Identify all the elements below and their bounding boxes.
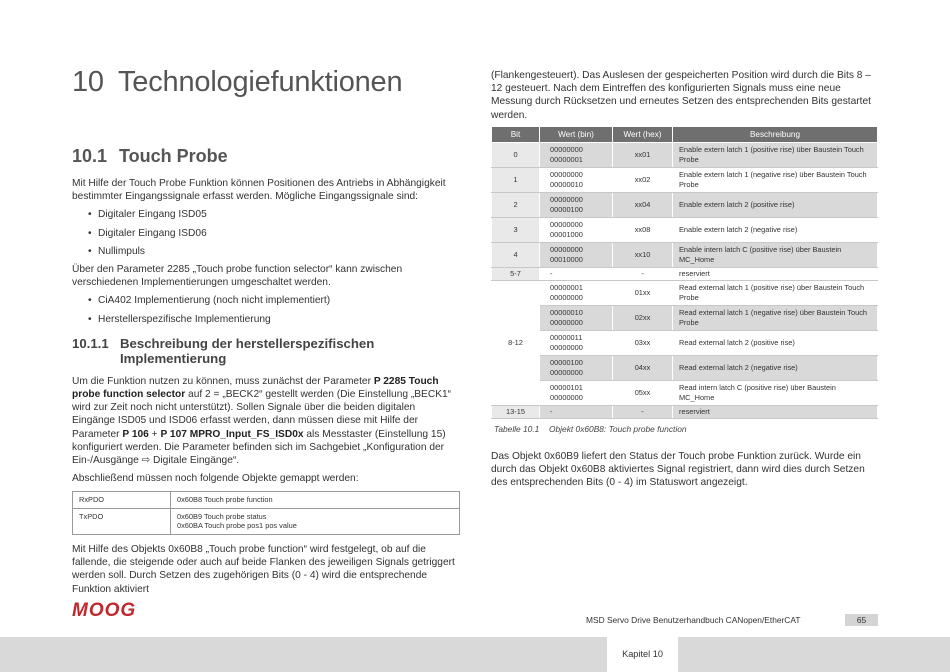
table-row: 8-12 00000001 00000000 01xx Read external latch 1 (positive rise) über Baustein Touch Probe bbox=[492, 280, 878, 305]
table-row bbox=[73, 492, 460, 509]
subsection-title bbox=[72, 336, 460, 366]
parameter-ref: P 106 bbox=[122, 428, 149, 440]
table-row: 00000011 00000000 03xx Read external latch 2 (positive rise) bbox=[492, 330, 878, 355]
section-title-text: Touch Probe bbox=[119, 146, 228, 166]
intro-paragraph: Mit Hilfe der Touch Probe Funktion können Positionen des Antriebs in Abhängigkeit bestimmter Eingangssignale erfasst werden. Mögliche Eingangssignale sind: bbox=[72, 178, 446, 203]
chapter-title-text: Technologiefunktionen bbox=[118, 66, 403, 98]
table-row: 4 00000000 00010000 xx10 Enable intern latch C (positive rise) über Baustein MC_Home bbox=[492, 242, 878, 267]
bit-range-cell: 8-12 bbox=[492, 280, 540, 405]
table-row: 00000101 00000000 05xx Read intern latch C (positive rise) über Baustein MC_Home bbox=[492, 380, 878, 405]
column-header: Wert (bin) bbox=[540, 126, 613, 142]
bullet-icon: • bbox=[88, 295, 92, 307]
document-title: MSD Servo Drive Benutzerhandbuch CANopen/EtherCAT bbox=[586, 615, 801, 625]
list-item: • Digitaler Eingang ISD06 bbox=[88, 227, 207, 239]
pdo-mapping-table bbox=[72, 491, 460, 535]
caption-number: Tabelle 10.1 bbox=[494, 423, 540, 434]
table-row: 1 00000000 00000010 xx02 Enable extern latch 1 (negative rise) über Baustein Touch Probe bbox=[492, 167, 878, 192]
bullet-icon: • bbox=[88, 245, 92, 257]
object-cell: 0x60B9 Touch probe status 0x60BA Touch probe pos1 pos value bbox=[171, 508, 460, 534]
right-column bbox=[491, 69, 878, 494]
bottom-bar bbox=[0, 637, 950, 672]
table-row: 13-15 - - reserviert bbox=[492, 405, 878, 418]
list-item: • CiA402 Implementierung (noch nicht implementiert) bbox=[88, 295, 331, 307]
selector-paragraph: Über den Parameter 2285 „Touch probe function selector“ kann zwischen verschiedenen Implementierungen umgeschaltet werden. bbox=[72, 264, 403, 289]
bullet-icon: • bbox=[88, 209, 92, 221]
list-item: • Herstellerspezifische Implementierung bbox=[88, 313, 271, 325]
configuration-paragraph: Um die Funktion nutzen zu können, muss zunächst der Parameter P 2285 Touch probe function selector auf 2 = „BECK2“ gestellt werden (Die Einstellung „BECK1“ wird zur Zeit noch nicht unterstützt). Sollen Signale über die beiden digitalen Eingänge ISD05 und ISD06 erfasst werden, dann müssen diese mit Hilfe der Parameter P 106 + P 107 MPRO_Input_FS_ISD0x als Messtaster (Einstellung 15) konfiguriert werden. Die Parameter befinden sich im Sachgebiet „Konfiguration der Ein-/Ausgänge ⇨ Digitale Eingänge“. bbox=[72, 375, 452, 467]
moog-logo bbox=[72, 600, 158, 625]
pdo-cell: TxPDO bbox=[73, 508, 171, 534]
chapter-number: 10 bbox=[72, 66, 104, 98]
continuation-paragraph: (Flankengesteuert). Das Auslesen der gespeicherten Position wird durch die Bits 8 – 12 gesteuert. Nach dem Eintreffen des konfigurierten Signals muss eine neue Messung durch Rücksetzen und erneutes Setzen des entsprechenden Bits gestartet werden. bbox=[491, 70, 871, 121]
signal-list bbox=[72, 208, 460, 258]
column-header: Wert (hex) bbox=[613, 126, 673, 142]
section-title bbox=[72, 146, 228, 167]
subsection-title-text: Beschreibung der herstellerspezifischen Implementierung bbox=[120, 335, 375, 366]
object-cell: 0x60B8 Touch probe function bbox=[171, 492, 460, 509]
bullet-icon: • bbox=[88, 227, 92, 239]
table-header-row bbox=[492, 126, 878, 142]
status-paragraph: Das Objekt 0x60B9 liefert den Status der Touch probe Funktion zurück. Wurde ein durch das Objekt 0x60B8 aktiviertes Signal registriert, dann wird dies durch Setzen des entsprechenden Bits (0 - 4) im Statuswort angezeigt. bbox=[491, 451, 865, 489]
table-row: 3 00000000 00001000 xx08 Enable extern latch 2 (negative rise) bbox=[492, 217, 878, 242]
column-header: Bit bbox=[492, 126, 540, 142]
implementation-list bbox=[72, 294, 460, 325]
list-item: • Digitaler Eingang ISD05 bbox=[88, 209, 207, 221]
caption-text: Objekt 0x60B8: Touch probe function bbox=[549, 423, 687, 434]
svg-text:MOOG: MOOG bbox=[72, 600, 137, 620]
pdo-cell: RxPDO bbox=[73, 492, 171, 509]
chapter-tab[interactable]: Kapitel 10 bbox=[607, 637, 678, 672]
table-row: 2 00000000 00000100 xx04 Enable extern latch 2 (positive rise) bbox=[492, 192, 878, 217]
chapter-title bbox=[72, 66, 402, 99]
table-row: 0 00000000 00000001 xx01 Enable extern latch 1 (positive rise) über Baustein Touch Probe bbox=[492, 142, 878, 167]
parameter-ref: P 2285 Touch probe function selector bbox=[72, 375, 439, 401]
column-header: Beschreibung bbox=[673, 126, 878, 142]
page-number: 65 bbox=[845, 614, 878, 626]
moog-logo-icon bbox=[72, 600, 158, 620]
bit-table bbox=[491, 126, 878, 419]
left-column bbox=[72, 177, 460, 601]
table-row: 00000100 00000000 04xx Read external latch 2 (negative rise) bbox=[492, 355, 878, 380]
parameter-ref: P 107 MPRO_Input_FS_ISD0x bbox=[160, 428, 304, 440]
table-row: 00000010 00000000 02xx Read external latch 1 (negative rise) über Baustein Touch Probe bbox=[492, 305, 878, 330]
table-row bbox=[73, 508, 460, 534]
mapping-intro: Abschließend müssen noch folgende Objekte gemappt werden: bbox=[72, 473, 359, 485]
list-item: • Nullimpuls bbox=[88, 245, 145, 257]
table-caption bbox=[494, 423, 878, 436]
table-row: 5-7 - - reserviert bbox=[492, 267, 878, 280]
bullet-icon: • bbox=[88, 313, 92, 325]
section-number: 10.1 bbox=[72, 146, 108, 166]
subsection-number: 10.1.1 bbox=[72, 335, 109, 351]
function-paragraph: Mit Hilfe des Objekts 0x60B8 „Touch probe function“ wird festgelegt, ob auf die fallende, die steigende oder auch auf beide Flanken des jeweiligen Signals getriggert werden soll. Durch Setzen des zugehörigen Bits (0 - 4) wird die entsprechende Funktion aktiviert bbox=[72, 543, 455, 595]
